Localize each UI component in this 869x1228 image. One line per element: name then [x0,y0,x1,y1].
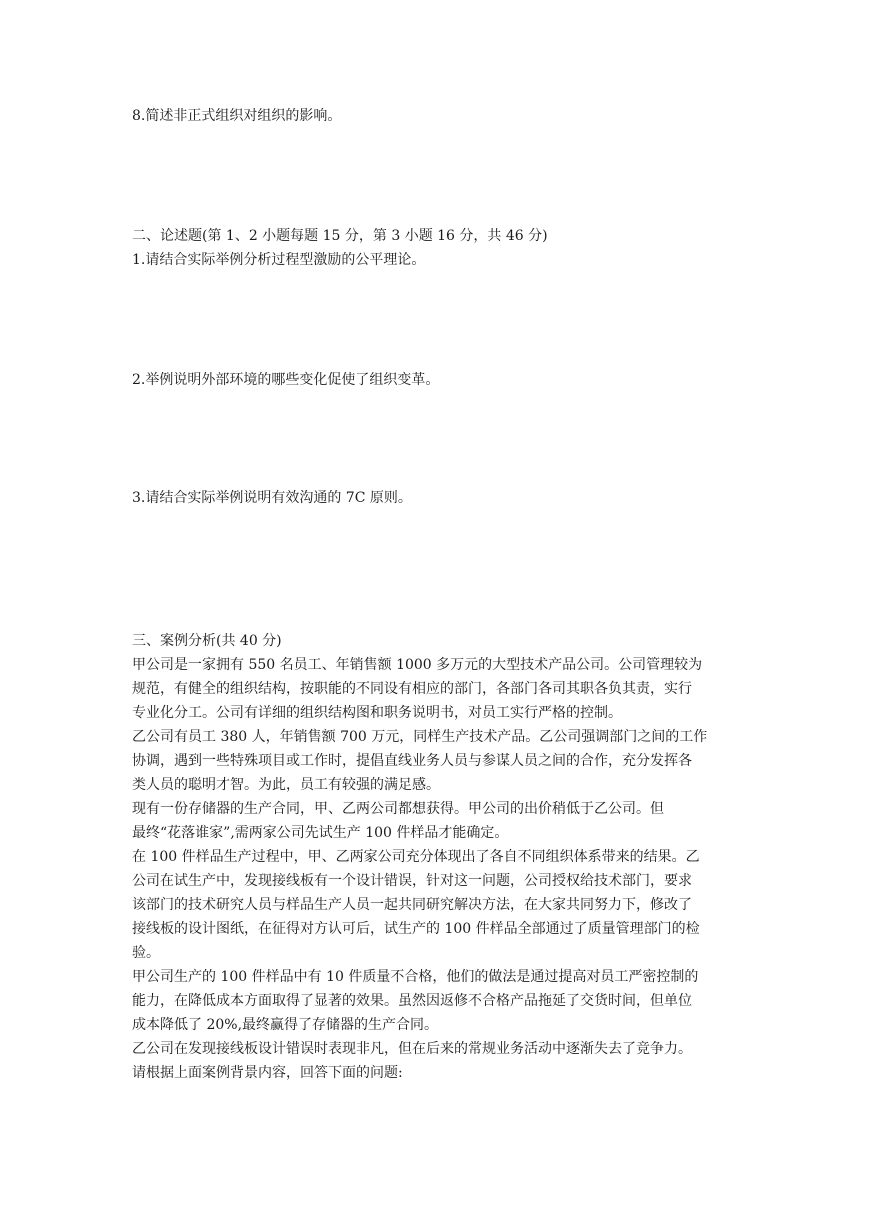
question-8: 8.简述非正式组织对组织的影响。 [132,108,342,124]
case-line: 甲公司生产的 100 件样品中有 10 件质量不合格，他们的做法是通过提高对员工严密控制的 [132,969,699,985]
section-2-heading: 二、论述题(第 1、2 小题每题 15 分，第 3 小题 16 分，共 46 分) [132,228,548,244]
case-line: 能力，在降低成本方面取得了显著的效果。虽然因返修不合格产品拖延了交货时间，但单位 [132,993,692,1009]
case-line: 乙公司在发现接线板设计错误时表现非凡，但在后来的常规业务活动中逐渐失去了竞争力。 [132,1041,692,1057]
case-line: 规范，有健全的组织结构，按职能的不同设有相应的部门，各部门各司其职各负其责，实行 [132,681,692,697]
case-line: 验。 [132,945,160,961]
case-line: 乙公司有员工 380 人，年销售额 700 万元，同样生产技术产品。乙公司强调部门之间的工作 [132,729,708,745]
section-2-question-2: 2.举例说明外部环境的哪些变化促使了组织变革。 [132,372,440,388]
case-line: 现有一份存储器的生产合同，甲、乙两公司都想获得。甲公司的出价稍低于乙公司。但 [132,801,664,817]
section-2-question-1: 1.请结合实际举例分析过程型激励的公平理论。 [132,252,426,268]
case-line: 公司在试生产中，发现接线板有一个设计错误，针对这一问题，公司授权给技术部门，要求 [132,873,692,889]
case-line: 类人员的聪明才智。为此，员工有较强的满足感。 [132,777,440,793]
case-line: 在 100 件样品生产过程中，甲、乙两家公司充分体现出了各自不同组织体系带来的结果。乙 [132,849,700,865]
case-text [132,653,738,1085]
case-line: 接线板的设计图纸，在征得对方认可后，试生产的 100 件样品全部通过了质量管理部门的检 [132,921,700,937]
case-line: 成本降低了 20%,最终赢得了存储器的生产合同。 [132,1017,439,1033]
case-line: 专业化分工。公司有详细的组织结构图和职务说明书，对员工实行严格的控制。 [132,705,622,721]
section-3-heading: 三、案例分析(共 40 分) [132,633,282,649]
case-line: 甲公司是一家拥有 550 名员工、年销售额 1000 多万元的大型技术产品公司。公司管理较为 [132,657,703,673]
case-line: 请根据上面案例背景内容，回答下面的问题: [132,1065,403,1081]
case-line: 协调，遇到一些特殊项目或工作时，提倡直线业务人员与参谋人员之间的合作，充分发挥各 [132,753,692,769]
case-line: 该部门的技术研究人员与样品生产人员一起共同研究解决方法，在大家共同努力下，修改了 [132,897,692,913]
case-line: 最终“花落谁家”,需两家公司先试生产 100 件样品才能确定。 [132,825,509,841]
section-2-question-3: 3.请结合实际举例说明有效沟通的 7C 原则。 [132,490,412,506]
